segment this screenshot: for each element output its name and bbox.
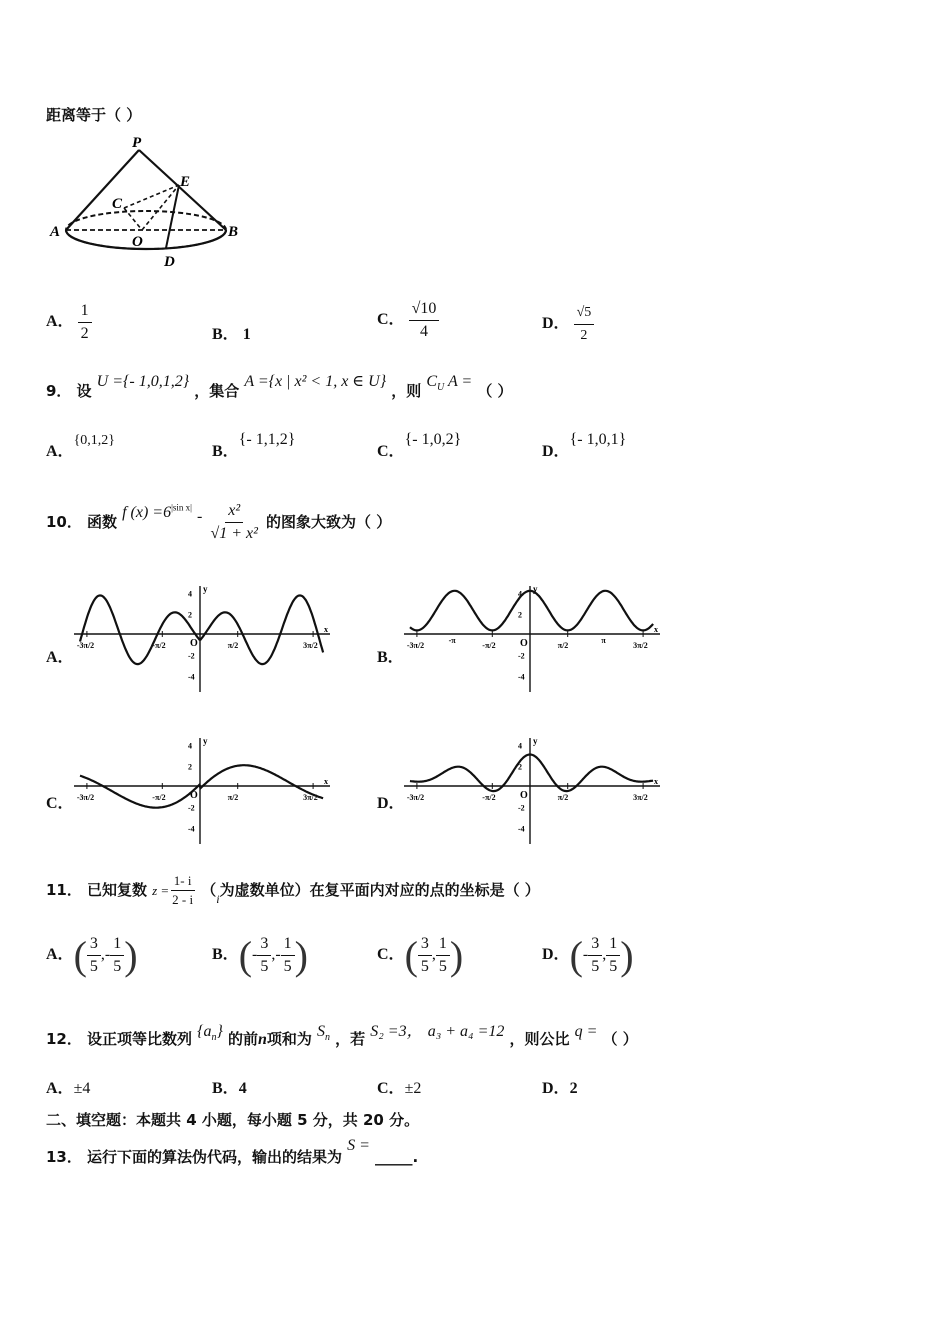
q10-option-b[interactable]: B．: [377, 649, 404, 666]
x-tick-label: 3π/2: [303, 641, 318, 650]
label-o: O: [132, 234, 143, 250]
option-label: D．: [542, 315, 570, 333]
origin-label: O: [520, 638, 528, 649]
graph-d: [402, 734, 664, 846]
y-tick-label: 4: [518, 589, 522, 599]
label-p: P: [132, 135, 142, 151]
q11-option-b[interactable]: B．(- $\frac{3}{5}$ ,- $\frac{1}{5}$ ): [212, 933, 308, 978]
x-tick-label: 3π/2: [633, 641, 648, 650]
y-axis-label: y: [203, 736, 208, 746]
edge-pa: [66, 150, 139, 230]
x-tick-label: π/2: [227, 793, 239, 802]
function-curve: [410, 591, 653, 631]
q10-option-a[interactable]: A．: [46, 649, 74, 666]
option-value: {- 1,1,2}: [238, 431, 296, 448]
cone-base-front: [66, 230, 226, 249]
q11-stem: 11． 已知复数 z = $\frac{1- i}{2 - i}$ （$_i$为虚数单位）在复平面内对应的点的坐标是（ ）: [46, 873, 540, 907]
y-tick-label: -4: [188, 672, 195, 682]
q8-option-a[interactable]: A． $\frac{1}{2}$: [46, 300, 92, 345]
q9-option-c[interactable]: C．{- 1,0,2}: [377, 431, 462, 460]
section-heading: 二、填空题：本题共 4 小题，每小题 5 分，共 20 分。: [46, 1111, 420, 1129]
q9-option-a[interactable]: A．{0,1,2}: [46, 433, 116, 460]
y-tick-label: -2: [518, 803, 525, 813]
q8-option-d[interactable]: D． $\frac{√5}{2}$: [542, 302, 594, 347]
q9-option-b[interactable]: B．{- 1,1,2}: [212, 431, 296, 460]
y-tick-label: 4: [518, 741, 522, 751]
x-tick-label: -3π/2: [76, 793, 95, 802]
x-tick-label: -3π/2: [406, 793, 425, 802]
label-e: E: [180, 174, 191, 190]
y-tick-label: -2: [518, 651, 525, 661]
function-fraction: $\frac{\text{x²}}{\text{√1 + x²}}$: [210, 502, 258, 542]
q8-stem-tail: 距离等于（ ）: [46, 106, 142, 124]
graph-b: [402, 582, 664, 694]
q12-option-d[interactable]: D．2: [542, 1080, 578, 1097]
set-a: A ={x | x² < 1, x ∈ U}: [244, 373, 387, 390]
sequence-an: $\{a_n\}$: [197, 1023, 223, 1044]
y-axis-label: y: [203, 584, 208, 594]
y-axis-label: y: [533, 736, 538, 746]
label-b: B: [228, 224, 239, 240]
x-tick-label: 3π/2: [303, 793, 318, 802]
origin-label: O: [190, 790, 198, 801]
x-tick-label: -π/2: [152, 641, 166, 650]
x-tick-label: -3π/2: [406, 641, 425, 650]
q10-option-d[interactable]: D．: [377, 795, 405, 812]
x-tick-label-neg-pi: -π: [448, 636, 456, 645]
label-a: A: [50, 224, 61, 240]
q11-option-c[interactable]: C．( $\frac{3}{5}$ , $\frac{1}{5}$ ): [377, 933, 464, 978]
y-tick-label: -2: [188, 803, 195, 813]
segment-ce: [124, 185, 179, 208]
y-tick-label: 4: [188, 741, 192, 751]
x-tick-label: π/2: [227, 641, 239, 650]
x-tick-label: π/2: [557, 641, 569, 650]
option-value: {- 1,0,2}: [404, 431, 462, 448]
y-tick-label: 2: [188, 610, 192, 620]
q9-stem: 9． 设 U ={- 1,0,1,2} ，集合 A ={x | x² < 1, x ∈ U} ，则 $C_U$ A = （ ）: [46, 373, 513, 400]
q12-option-a[interactable]: A．±4: [46, 1080, 91, 1097]
y-tick-label: 2: [518, 610, 522, 620]
y-axis-label: y: [533, 584, 538, 594]
q8-option-c[interactable]: C． $\frac{√10}{4}$: [377, 298, 439, 343]
function-def: f $(x) =6^{|sin x|}$: [122, 502, 192, 521]
x-tick-label: -π/2: [482, 641, 496, 650]
label-d: D: [164, 254, 175, 270]
y-tick-label: -2: [188, 651, 195, 661]
q11-option-a[interactable]: A．( $\frac{3}{5}$ ,- $\frac{1}{5}$ ): [46, 933, 138, 978]
x-axis-label: x: [654, 625, 658, 634]
q9-option-d[interactable]: D．{- 1,0,1}: [542, 431, 627, 460]
x-tick-label-pi: π: [601, 636, 606, 645]
option-label: C．: [377, 311, 405, 329]
answer-blank[interactable]: _____: [374, 1148, 413, 1166]
x-tick-label: -π/2: [152, 793, 166, 802]
segment-ed: [166, 185, 179, 248]
y-tick-label: 2: [518, 762, 522, 772]
graph-c: [72, 734, 334, 846]
complement: $C_U$ A =: [426, 373, 473, 394]
label-c: C: [112, 196, 123, 212]
y-tick-label: 4: [188, 589, 192, 599]
y-tick-label: -4: [518, 672, 525, 682]
origin-label: O: [190, 638, 198, 649]
q12-stem: 12． 设正项等比数列 $\{a_n\}$ 的前n项和为 $S_n$ ，若 S₂ =3， a₃ + a₄ =12 ，则公比 q = （ ）: [46, 1023, 638, 1048]
graph-a: [72, 582, 334, 694]
x-axis-label: x: [654, 777, 658, 786]
x-axis-label: x: [324, 625, 328, 634]
y-tick-label: -4: [518, 824, 525, 834]
y-tick-label: -4: [188, 824, 195, 834]
q12-option-b[interactable]: B．4: [212, 1080, 247, 1097]
x-tick-label: π/2: [557, 793, 569, 802]
option-value: 1: [242, 326, 251, 343]
origin-label: O: [520, 790, 528, 801]
q11-option-d[interactable]: D．(- $\frac{3}{5}$ , $\frac{1}{5}$ ): [542, 933, 634, 978]
q10-stem: 10． 函数 f $(x) =6^{|sin x|}$ - $\frac{\text{x²}}{\text{√1 + x²}}$ 的图象大致为（ ）: [46, 500, 391, 545]
x-axis-label: x: [324, 777, 328, 786]
x-tick-label: -3π/2: [76, 641, 95, 650]
option-label: A．: [46, 313, 74, 331]
set-u: U ={- 1,0,1,2}: [96, 373, 190, 390]
q12-option-c[interactable]: C．±2: [377, 1080, 422, 1097]
q13-stem: 13． 运行下面的算法伪代码，输出的结果为 S = _____.: [46, 1137, 419, 1166]
function-curve: [80, 596, 323, 665]
x-tick-label: -π/2: [482, 793, 496, 802]
option-value: {- 1,0,1}: [569, 431, 627, 448]
option-label: B．: [212, 326, 239, 343]
y-tick-label: 2: [188, 762, 192, 772]
q10-option-c[interactable]: C．: [46, 795, 74, 812]
q8-option-b[interactable]: [212, 321, 251, 344]
cone-figure: [44, 130, 254, 275]
x-tick-label: 3π/2: [633, 793, 648, 802]
option-value: {0,1,2}: [73, 433, 116, 448]
